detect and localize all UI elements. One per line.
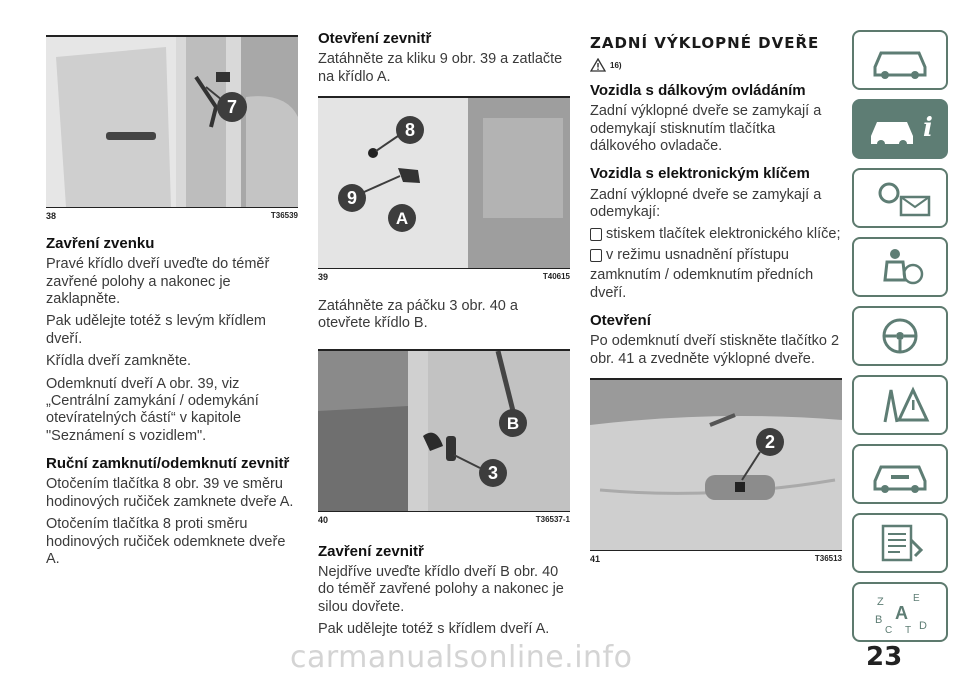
tab-service[interactable]: [852, 444, 948, 504]
figure-41-number: 41: [590, 554, 601, 565]
figure-41: [590, 380, 842, 551]
para-lock-front: zamknutím / odemknutím předních dveří.: [590, 267, 814, 301]
heading-otevreni-zevnitr: Otevření zevnitř: [318, 30, 432, 47]
para-2: Pak udělejte totéž s levým křídlem dveří.: [46, 313, 267, 347]
para-open: Zatáhněte za kliku 9 obr. 39 a zatlačte na křídlo A.: [318, 51, 563, 85]
figure-40-number: 40: [318, 514, 329, 525]
para-1: Pravé křídlo dveří uveďte do téměř zavřené polohy a nakonec je zaklapněte.: [46, 256, 270, 308]
figure-39-image: [318, 98, 570, 268]
para-6: Otočením tlačítka 8 proti směru hodinových ručiček odemknete dveře A.: [46, 516, 286, 567]
figure-40: [318, 351, 570, 512]
car-info-icon: [865, 106, 935, 152]
tab-car-info[interactable]: [852, 99, 948, 159]
index-letter: D: [919, 620, 927, 632]
para-5: Otočením tlačítka 8 obr. 39 ve směru hodinových ručiček zamknete dveře A.: [46, 476, 294, 510]
callout-2: 2: [764, 432, 776, 453]
figure-40-caption: [318, 515, 570, 525]
tab-safety[interactable]: [852, 237, 948, 297]
figure-39-code: T40615: [542, 272, 570, 282]
column-2: [318, 30, 570, 644]
index-icon: [865, 589, 935, 635]
emergency-icon: [865, 382, 935, 428]
index-letter: C: [885, 625, 893, 635]
index-letter: B: [875, 614, 883, 626]
tab-emergency[interactable]: [852, 375, 948, 435]
para-3: Křídla dveří zamkněte.: [46, 353, 192, 370]
figure-41-image: [590, 380, 842, 550]
safety-icon: [865, 244, 935, 290]
heading-zavreni-zevnitr: Zavření zevnitř: [318, 542, 424, 560]
callout-7: 7: [226, 97, 238, 117]
callout-B: B: [506, 413, 520, 433]
callout-8: 8: [404, 120, 416, 141]
callout-3: 3: [487, 462, 499, 483]
svg-text:i: i: [923, 113, 933, 143]
tab-driving[interactable]: [852, 306, 948, 366]
tab-vehicle[interactable]: [852, 30, 948, 90]
heading-dalkove-ovladani: Vozidla s dálkovým ovládáním: [590, 82, 806, 99]
column-1: [46, 30, 298, 573]
index-letter: A: [895, 603, 908, 623]
service-icon: [865, 451, 935, 497]
warning-ref-number: 16): [610, 60, 622, 70]
figure-38-number: 38: [46, 211, 57, 221]
heading-zavreni-zvenku: Zavření zvenku: [46, 235, 155, 252]
bullet-box-icon: [590, 249, 602, 262]
tab-specs[interactable]: [852, 513, 948, 573]
watermark: carmanualsonline.info: [290, 640, 633, 675]
figure-40-image: [318, 351, 570, 511]
figure-40-code: T36537-1: [535, 514, 570, 524]
figure-38-caption: [46, 211, 298, 221]
para-opening: Po odemknutí dveří stiskněte tlačítko 2 obr. 41 a zvedněte výklopné dveře.: [590, 333, 840, 367]
chapter-tabs: [852, 30, 954, 651]
heading-otevreni: Otevření: [590, 312, 651, 330]
figure-41-code: T36513: [814, 554, 842, 564]
para-remote: Zadní výklopné dveře se zamykají a odemykají stisknutím tlačítka dálkového ovladače.: [590, 103, 822, 155]
figure-38-image: [46, 37, 298, 207]
index-letter: Z: [877, 596, 884, 608]
index-letter: T: [905, 625, 912, 635]
specs-icon: [865, 520, 935, 566]
tab-index[interactable]: [852, 582, 948, 642]
tab-warning-lights[interactable]: [852, 168, 948, 228]
section-title: ZADNÍ VÝKLOPNÉ DVEŘE: [590, 34, 820, 52]
warning-triangle-icon: [590, 58, 606, 72]
figure-39: [318, 98, 570, 269]
para-4: Odemknutí dveří A obr. 39, viz „Centrální zamykání / odemykání otevíratelných částí“ v kapitole "Seznámení s vozidlem".: [46, 375, 259, 444]
warning-lights-icon: [865, 175, 935, 221]
para-lever: Zatáhněte za páčku 3 obr. 40 a otevřete křídlo B.: [318, 298, 518, 332]
column-3: [590, 30, 842, 564]
para-close: Nejdříve uveďte křídlo dveří B obr. 40 do téměř zavřené polohy a nakonec je silou dovřete.: [318, 564, 564, 615]
bullet-1: [590, 226, 842, 243]
bullet-2: [590, 247, 842, 264]
heading-elektronicky-klic: Vozidla s elektronickým klíčem: [590, 165, 810, 183]
warning-reference: [590, 58, 842, 72]
para-close-2: Pak udělejte totéž s křídlem dveří A.: [318, 621, 550, 638]
page-number: 23: [866, 642, 903, 672]
bullet-2-text: v režimu usnadnění přístupu: [606, 246, 789, 263]
para-key: Zadní výklopné dveře se zamykají a odemykají:: [590, 186, 822, 221]
figure-38: [46, 37, 298, 208]
figure-38-code: T36539: [270, 211, 298, 220]
car-icon: [865, 37, 935, 83]
index-letter: E: [913, 593, 920, 604]
figure-39-caption: [318, 272, 570, 282]
bullet-1-text: stiskem tlačítek elektronického klíče;: [606, 226, 841, 243]
figure-41-caption: [590, 554, 842, 564]
heading-rucni-zamknuti: Ruční zamknutí/odemknutí zevnitř: [46, 455, 290, 473]
steering-icon: [865, 313, 935, 359]
figure-39-number: 39: [318, 272, 329, 283]
callout-A: A: [395, 209, 409, 229]
callout-9: 9: [346, 188, 358, 209]
bullet-box-icon: [590, 228, 602, 241]
